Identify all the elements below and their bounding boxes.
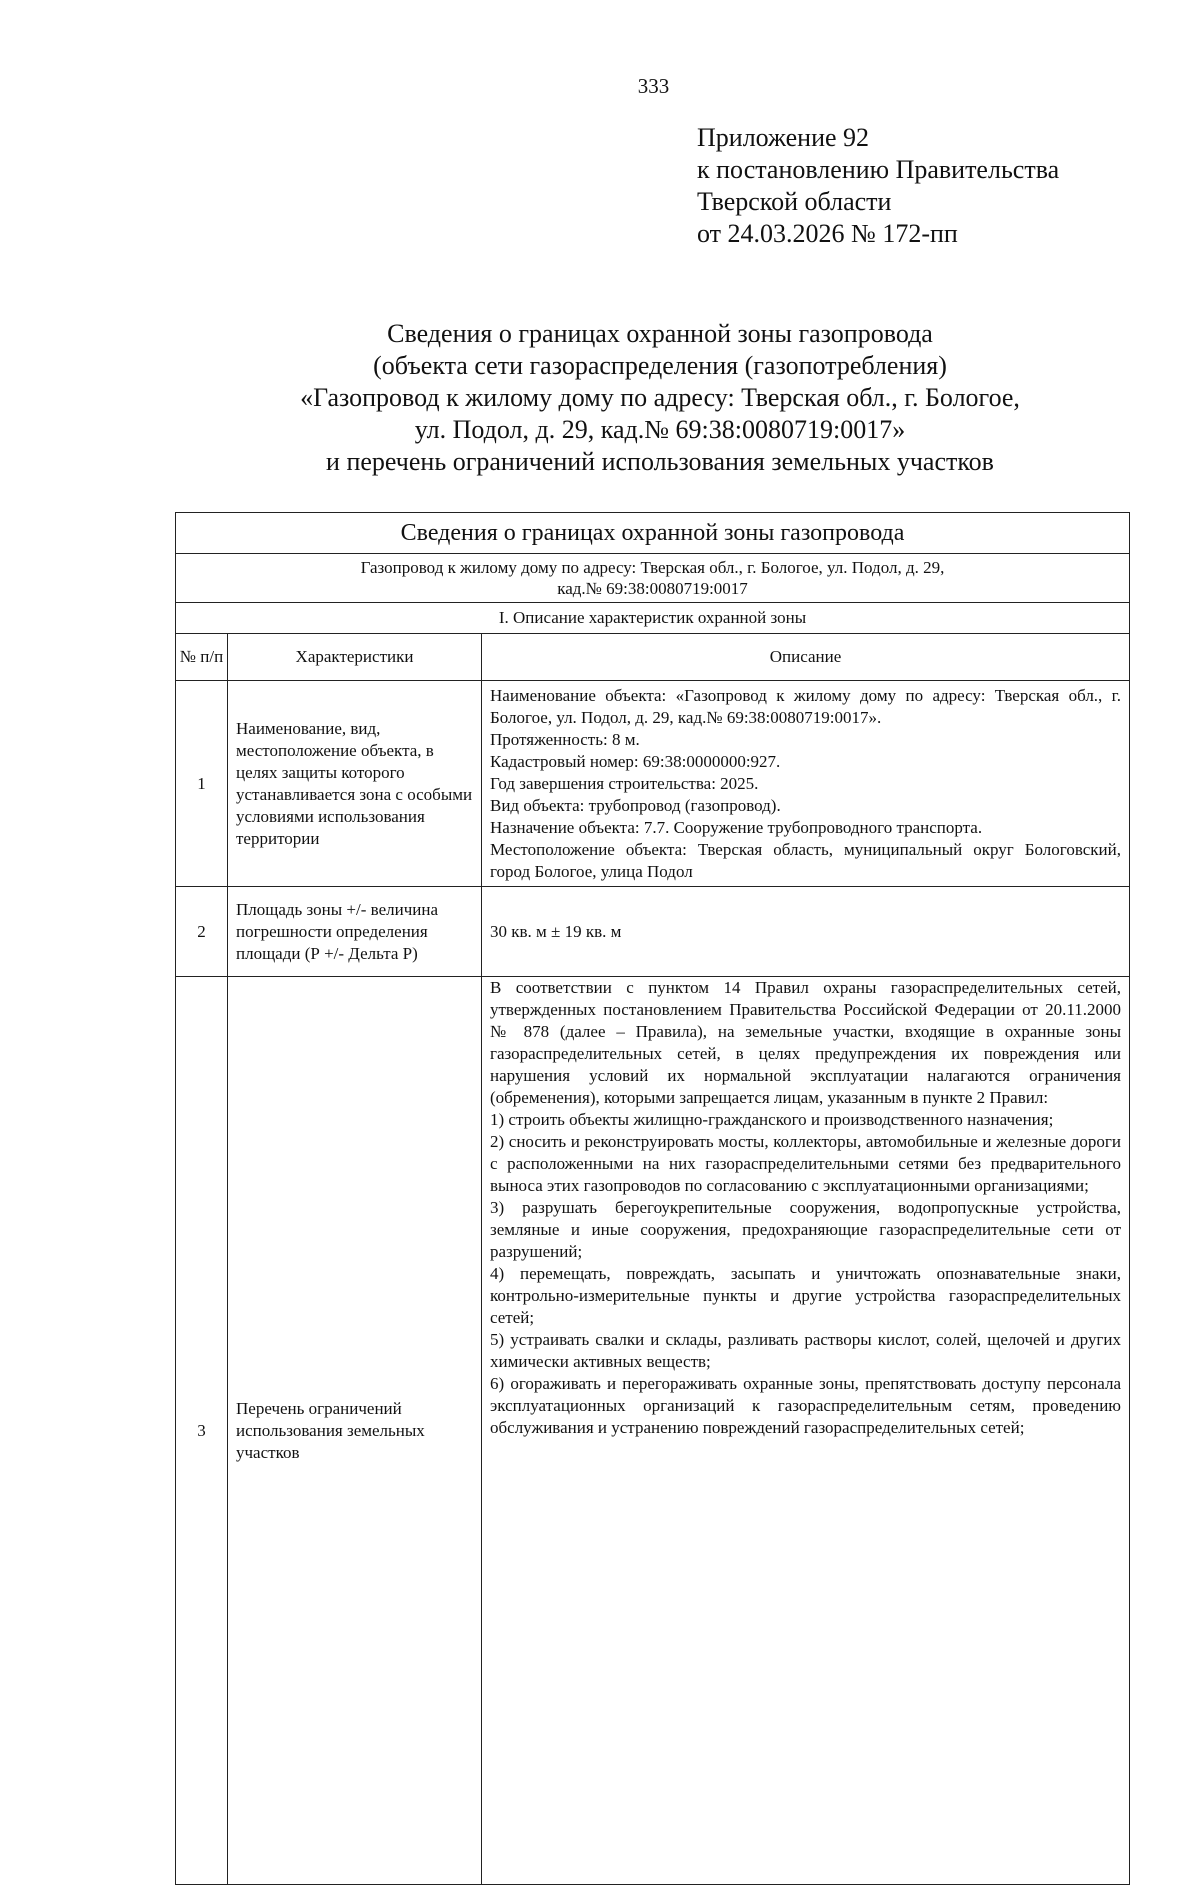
table-header: Сведения о границах охранной зоны газопровода [176, 513, 1130, 554]
title-line: «Газопровод к жилому дому по адресу: Тверская обл., г. Бологое, [300, 383, 1020, 412]
appendix-date: от 24.03.2026 № 172-пп [697, 219, 958, 248]
document-title [160, 318, 1160, 478]
row-characteristic: Наименование, вид, местоположение объекта, в целях защиты которого устанавливается зона с особыми условиями использования территории [228, 681, 482, 887]
appendix-number: Приложение 92 [697, 123, 870, 152]
title-line: (объекта сети газораспределения (газопотребления) [373, 351, 947, 380]
row-number: 1 [176, 681, 228, 887]
column-header-row [176, 634, 1130, 681]
description-paragraph: 6) огораживать и перегораживать охранные зоны, препятствовать доступу персонала эксплуатационных организаций к газораспределительным сетям, проведению обслуживания и устранению повреждений газораспределительных сетей; [490, 1374, 1121, 1437]
description-line: Назначение объекта: 7.7. Сооружение трубопроводного транспорта. [490, 817, 983, 837]
description-line: Кадастровый номер: 69:38:0000000:927. [490, 751, 781, 771]
row-description [482, 887, 1130, 977]
page-number: 333 [637, 74, 670, 98]
row-characteristic: Площадь зоны +/- величина погрешности определения площади (Р +/- Дельта Р) [228, 887, 482, 977]
object-name-line: Газопровод к жилому дому по адресу: Тверская обл., г. Бологое, ул. Подол, д. 29, [360, 558, 945, 577]
description-line: Вид объекта: трубопровод (газопровод). [490, 795, 781, 815]
description-paragraph: В соответствии с пунктом 14 Правил охраны газораспределительных сетей, утвержденных постановлением Правительства Российской Федерации от 20.11.2000 № 878 (далее – Правила), на земельные участки, входящие в охранные зоны газораспределительных сетей, в целях предупреждения их повреждения или нарушения условий их нормальной эксплуатации налагаются ограничения (обременения), которыми запрещается лицам, указанным в пункте 2 Правил: [490, 978, 1121, 1107]
description-paragraph: 3) разрушать берегоукрепительные сооружения, водопропускные устройства, земляные и иные сооружения, предохраняющие газораспределительные сети от разрушений; [490, 1198, 1121, 1261]
object-name-line: кад.№ 69:38:0080719:0017 [557, 579, 748, 598]
row-description [482, 681, 1130, 887]
appendix-region: Тверской области [697, 187, 892, 216]
row-description [482, 977, 1130, 1885]
description-line: Год завершения строительства: 2025. [490, 773, 759, 793]
appendix-block [697, 122, 1059, 250]
row-number: 2 [176, 887, 228, 977]
description-paragraph: 5) устраивать свалки и склады, разливать растворы кислот, солей, щелочей и других химически активных веществ; [490, 1330, 1121, 1371]
object-name-cell [176, 554, 1130, 603]
zone-table [175, 512, 1130, 1885]
description-paragraph: 4) перемещать, повреждать, засыпать и уничтожать опознавательные знаки, контрольно-измерительные пункты и другие устройства газораспределительных сетей; [490, 1264, 1121, 1327]
column-header-characteristics: Характеристики [228, 634, 482, 681]
row-number: 3 [176, 977, 228, 1885]
column-header-description: Описание [482, 634, 1130, 681]
description-line: 30 кв. м ± 19 кв. м [490, 921, 622, 941]
section-heading: I. Описание характеристик охранной зоны [176, 603, 1130, 634]
appendix-resolution: к постановлению Правительства [697, 155, 1060, 184]
title-line: Сведения о границах охранной зоны газопровода [387, 319, 933, 348]
description-paragraph: 2) сносить и реконструировать мосты, коллекторы, автомобильные и железные дороги с расположенными на них газораспределительными сетями без предварительного выноса этих газопроводов по согласованию с эксплуатационными организациями; [490, 1132, 1121, 1195]
column-header-num: № п/п [176, 634, 228, 681]
description-line: Протяженность: 8 м. [490, 729, 640, 749]
description-line: Наименование объекта: «Газопровод к жилому дому по адресу: Тверская обл., г. Бологое, ул. Подол, д. 29, кад.№ 69:38:0080719:0017». [490, 685, 1121, 727]
title-line: и перечень ограничений использования земельных участков [326, 447, 994, 476]
table-row [176, 681, 1130, 887]
table-row [176, 887, 1130, 977]
description-paragraph: 1) строить объекты жилищно-гражданского и производственного назначения; [490, 1110, 1054, 1129]
table-row [176, 977, 1130, 1885]
description-line: Местоположение объекта: Тверская область, муниципальный округ Бологовский, город Бологое, улица Подол [490, 839, 1121, 881]
row-characteristic: Перечень ограничений использования земельных участков [228, 977, 482, 1885]
title-line: ул. Подол, д. 29, кад.№ 69:38:0080719:0017» [414, 415, 906, 444]
